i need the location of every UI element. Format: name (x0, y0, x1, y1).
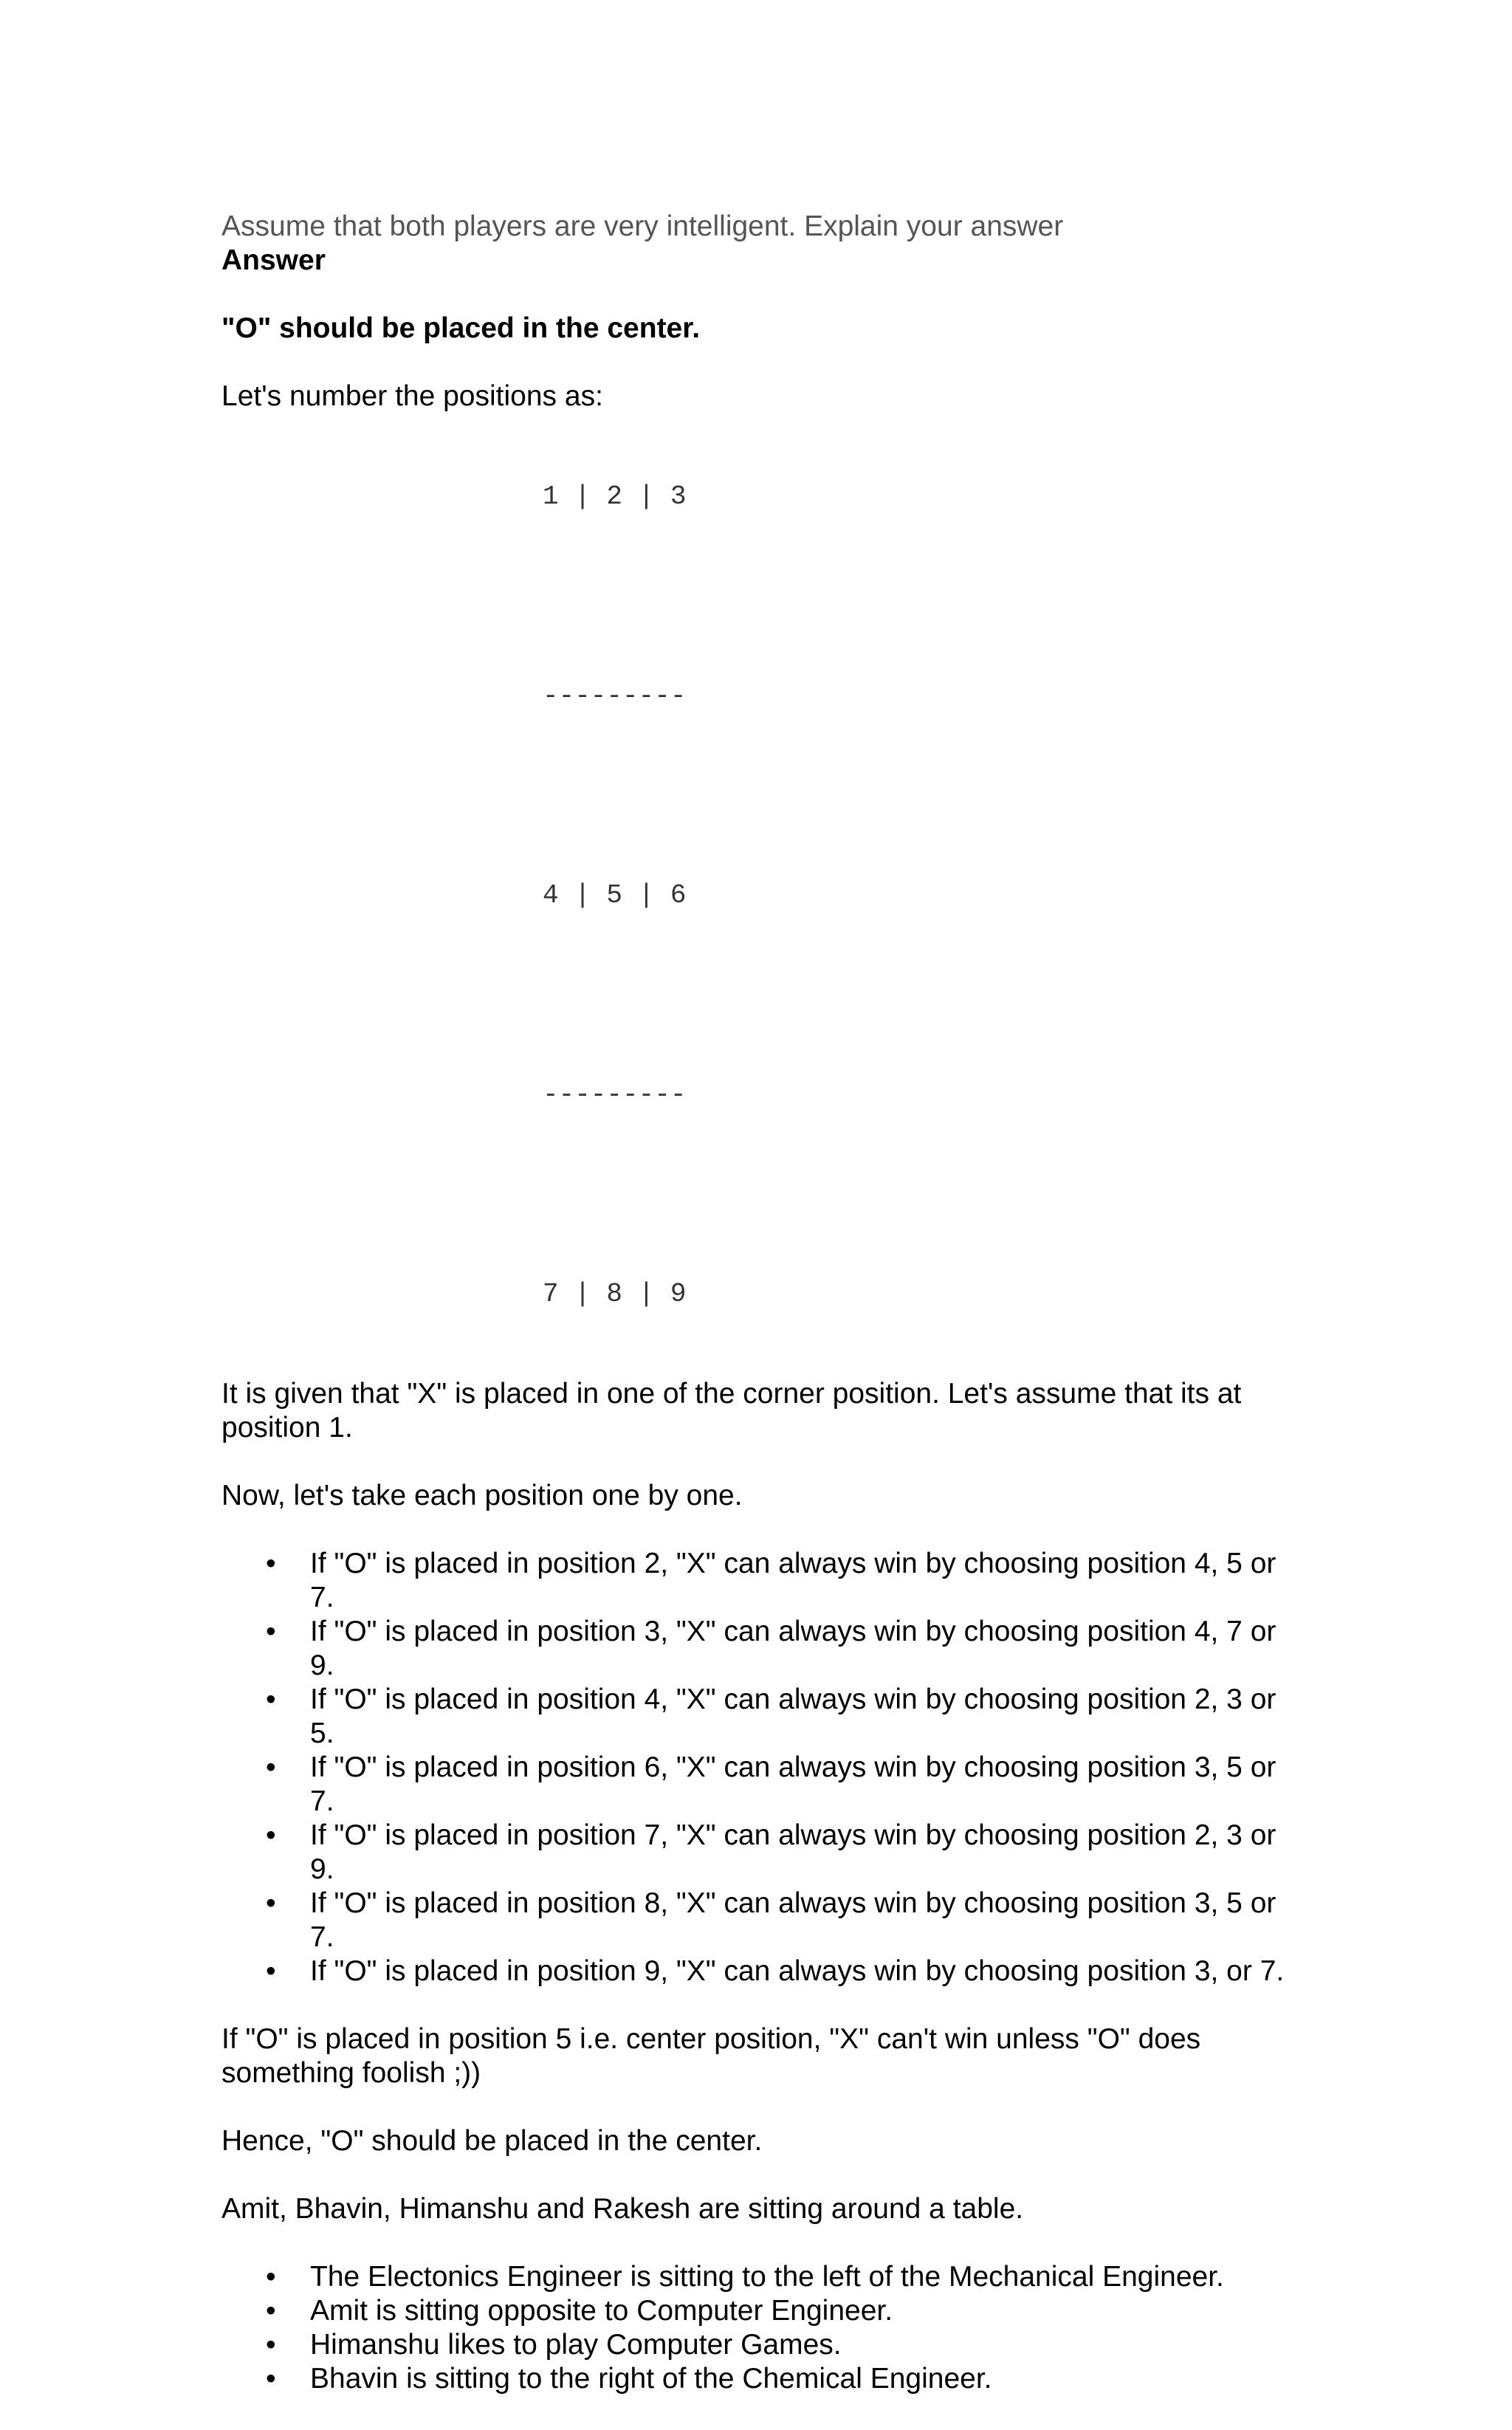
list-item (266, 2294, 1299, 2328)
bullet-icon: • (266, 1751, 276, 1783)
grid-row: 1 | 2 | 3 (543, 481, 687, 512)
puzzle-clues-list (221, 2260, 1299, 2396)
list-item-text: If "O" is placed in position 2, "X" can always win by choosing position 4, 5 or 7. (310, 1548, 1276, 1613)
answer-heading: Answer (221, 244, 326, 276)
given-text: It is given that "X" is placed in one of the corner position. Let's assume that its at position 1. (221, 1378, 1242, 1444)
list-item (266, 1615, 1299, 1683)
puzzle-intro: Amit, Bhavin, Himanshu and Rakesh are sitting around a table. (221, 2193, 1024, 2225)
positions-list (221, 1547, 1299, 1988)
list-item (266, 1954, 1299, 1988)
list-item (266, 2328, 1299, 2362)
bullet-icon: • (266, 2363, 276, 2395)
list-item (266, 1683, 1299, 1751)
bullet-icon: • (266, 1548, 276, 1579)
grid-row: 4 | 5 | 6 (543, 880, 687, 910)
position-grid (543, 413, 1299, 1377)
grid-row (543, 1178, 1299, 1211)
list-item-text: Himanshu likes to play Computer Games. (310, 2329, 842, 2361)
grid-row (543, 978, 1299, 1012)
list-item (266, 1751, 1299, 1819)
bullet-icon: • (266, 2329, 276, 2361)
intro-text: Assume that both players are very intelligent. Explain your answer (221, 210, 1064, 242)
list-item (266, 2362, 1299, 2396)
bullet-icon: • (266, 1684, 276, 1715)
grid-row (543, 779, 1299, 812)
list-item-text: If "O" is placed in position 7, "X" can always win by choosing position 2, 3 or 9. (310, 1819, 1276, 1885)
grid-separator: --------- (543, 1080, 687, 1110)
list-item (266, 2260, 1299, 2294)
numbering-intro: Let's number the positions as: (221, 380, 603, 412)
list-item (266, 1547, 1299, 1615)
grid-row: 7 | 8 | 9 (543, 1279, 687, 1309)
hence-text: Hence, "O" should be placed in the center. (221, 2125, 763, 2157)
center-text: If "O" is placed in position 5 i.e. center position, "X" can't win unless "O" does something foolish ;)) (221, 2023, 1201, 2089)
grid-separator: --------- (543, 681, 687, 711)
list-item (266, 1819, 1299, 1887)
list-item-text: Amit is sitting opposite to Computer Engineer. (310, 2295, 893, 2327)
list-item (266, 1887, 1299, 1954)
bullet-icon: • (266, 1819, 276, 1851)
list-item-text: If "O" is placed in position 8, "X" can always win by choosing position 3, 5 or 7. (310, 1887, 1276, 1953)
bullet-icon: • (266, 2261, 276, 2293)
answer-statement: "O" should be placed in the center. (221, 312, 701, 344)
bullet-icon: • (266, 2295, 276, 2327)
bullet-icon: • (266, 1955, 276, 1987)
list-item-text: If "O" is placed in position 6, "X" can always win by choosing position 3, 5 or 7. (310, 1751, 1276, 1817)
document-page (221, 210, 1299, 2430)
list-item-text: Bhavin is sitting to the right of the Chemical Engineer. (310, 2363, 992, 2395)
grid-row (543, 580, 1299, 613)
one-by-one-text: Now, let's take each position one by one. (221, 1480, 743, 1511)
list-item-text: If "O" is placed in position 9, "X" can always win by choosing position 3, or 7. (310, 1955, 1285, 1987)
list-item-text: The Electonics Engineer is sitting to the left of the Mechanical Engineer. (310, 2261, 1224, 2293)
list-item-text: If "O" is placed in position 3, "X" can always win by choosing position 4, 7 or 9. (310, 1616, 1276, 1681)
bullet-icon: • (266, 1616, 276, 1647)
bullet-icon: • (266, 1887, 276, 1919)
list-item-text: If "O" is placed in position 4, "X" can always win by choosing position 2, 3 or 5. (310, 1684, 1276, 1749)
